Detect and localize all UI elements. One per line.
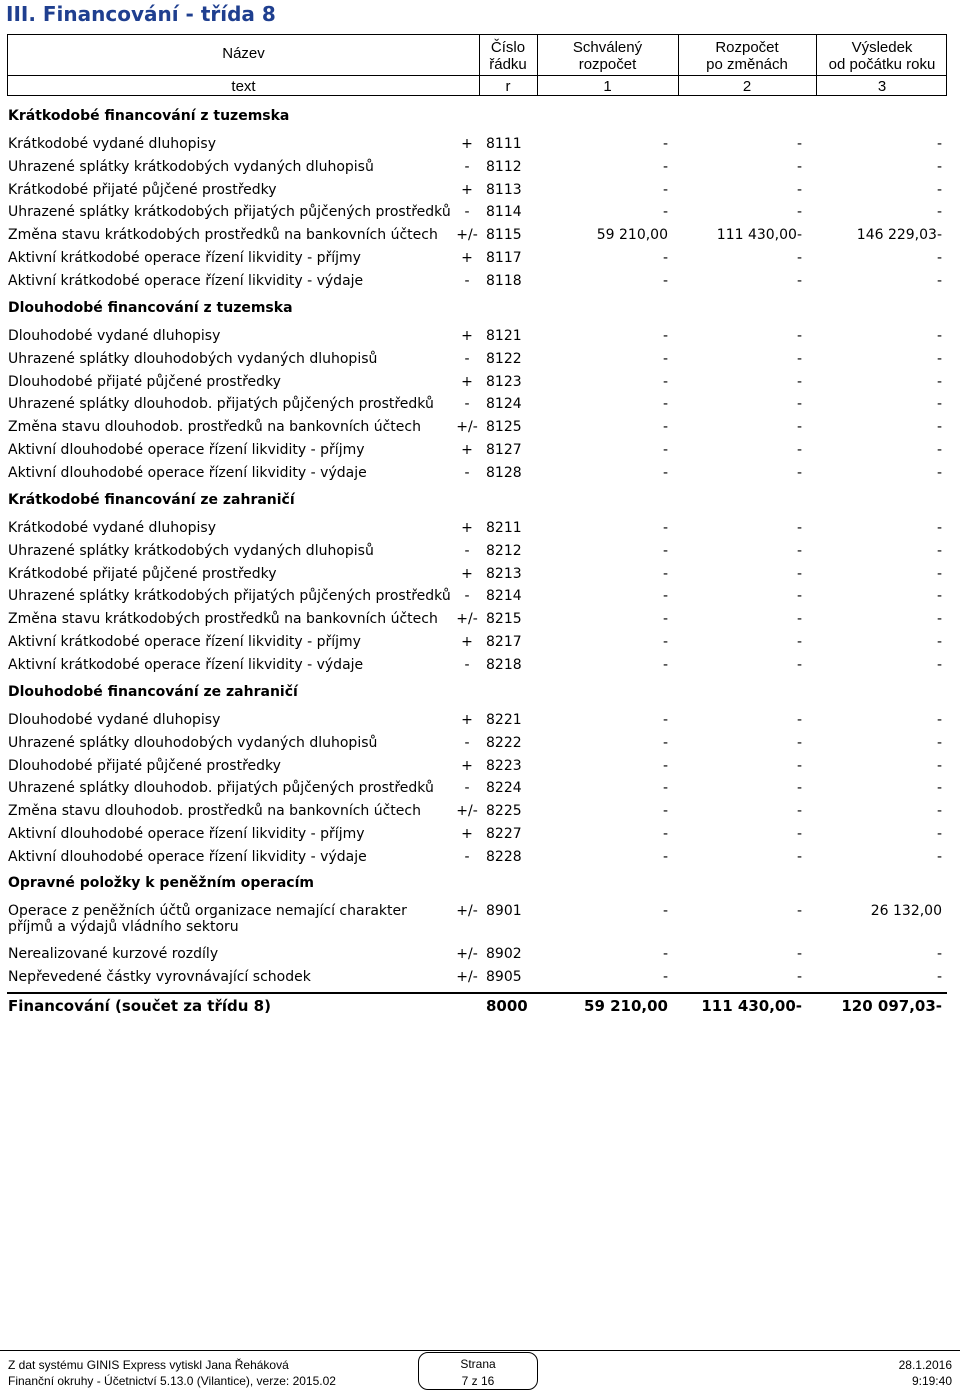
row-name: Aktivní krátkodobé operace řízení likvidity - výdaje [8, 657, 364, 673]
total-value-result: 120 097,03- [841, 997, 942, 1015]
row-name: Uhrazené splátky dlouhodob. přijatých půjčených prostředků [8, 780, 434, 796]
row-sign: - [464, 780, 470, 796]
row-code: 8214 [486, 588, 522, 604]
row-value-result: - [936, 465, 942, 481]
row-sign: - [464, 543, 470, 559]
section-title: Opravné položky k peněžním operacím [8, 875, 314, 891]
row-name: Aktivní krátkodobé operace řízení likvidity - výdaje [8, 273, 364, 289]
row-name [8, 903, 407, 935]
table-row [0, 374, 960, 394]
row-value-budget-after: - [796, 780, 802, 796]
row-code: 8111 [486, 136, 522, 152]
row-value-result: - [936, 374, 942, 390]
table-row [0, 588, 960, 608]
row-value-result: - [936, 826, 942, 842]
row-value-budget-after: - [796, 588, 802, 604]
row-value-budget-after: - [796, 543, 802, 559]
row-name: Dlouhodobé vydané dluhopisy [8, 328, 221, 344]
row-sign: + [461, 136, 473, 152]
row-value-result: - [936, 204, 942, 220]
row-code: 8213 [486, 566, 522, 582]
header-sub-row-no: r [505, 78, 511, 95]
row-value-approved: - [662, 328, 668, 344]
row-code: 8123 [486, 374, 522, 390]
footer-divider [0, 1350, 960, 1351]
footer-time: 9:19:40 [911, 1374, 952, 1388]
row-code: 8222 [486, 735, 522, 751]
row-value-budget-after: - [796, 465, 802, 481]
row-code: 8121 [486, 328, 522, 344]
row-value-approved: - [662, 780, 668, 796]
row-code: 8114 [486, 204, 522, 220]
row-value-budget-after: - [796, 520, 802, 536]
row-sign: +/- [456, 227, 478, 243]
row-value-budget-after: - [796, 803, 802, 819]
row-code: 8124 [486, 396, 522, 412]
table-row [0, 903, 960, 935]
section-title: Dlouhodobé financování z tuzemska [8, 300, 293, 316]
row-value-budget-after: - [796, 442, 802, 458]
row-value-approved: 59 210,00 [596, 227, 668, 243]
row-name: Aktivní dlouhodobé operace řízení likvidity - příjmy [8, 826, 365, 842]
row-value-approved: - [662, 634, 668, 650]
table-row [0, 803, 960, 823]
row-value-budget-after: - [796, 250, 802, 266]
page-title: III. Financování - třída 8 [6, 2, 276, 26]
row-value-result: - [936, 419, 942, 435]
row-code: 8228 [486, 849, 522, 865]
row-sign: + [461, 826, 473, 842]
row-name: Uhrazené splátky dlouhodobých vydaných dluhopisů [8, 735, 378, 751]
footer-right [899, 1357, 952, 1389]
row-value-approved: - [662, 465, 668, 481]
table-row [0, 634, 960, 654]
row-name: Uhrazené splátky dlouhodobých vydaných dluhopisů [8, 351, 378, 367]
row-sign: + [461, 520, 473, 536]
table-row [0, 182, 960, 202]
table-row [0, 396, 960, 416]
row-value-result: - [936, 588, 942, 604]
footer-system: Finanční okruhy - Účetnictví 5.13.0 (Vilantice), verze: 2015.02 [8, 1374, 336, 1388]
row-sign: + [461, 182, 473, 198]
row-sign: - [464, 396, 470, 412]
table-row [0, 273, 960, 293]
row-code: 8902 [486, 946, 522, 962]
row-value-budget-after: - [796, 396, 802, 412]
row-value-budget-after: - [796, 969, 802, 985]
table-row [0, 543, 960, 563]
row-code: 8112 [486, 159, 522, 175]
row-value-approved: - [662, 520, 668, 536]
row-name: Změna stavu dlouhodob. prostředků na bankovních účtech [8, 803, 421, 819]
row-sign: +/- [456, 611, 478, 627]
page-label: Strana [460, 1357, 496, 1371]
row-sign: +/- [456, 803, 478, 819]
row-name: Změna stavu krátkodobých prostředků na bankovních účtech [8, 611, 438, 627]
header-result: Výsledek od počátku roku [828, 39, 936, 73]
row-name: Uhrazené splátky krátkodobých přijatých půjčených prostředků [8, 204, 451, 220]
row-code: 8218 [486, 657, 522, 673]
row-value-budget-after: - [796, 204, 802, 220]
table-row [0, 136, 960, 156]
table-row [0, 611, 960, 631]
row-code: 8221 [486, 712, 522, 728]
row-value-result: - [936, 849, 942, 865]
row-name: Změna stavu krátkodobých prostředků na bankovních účtech [8, 227, 438, 243]
row-code: 8212 [486, 543, 522, 559]
row-value-result: - [936, 946, 942, 962]
row-name: Aktivní dlouhodobé operace řízení likvidity - výdaje [8, 849, 367, 865]
row-value-result: - [936, 543, 942, 559]
row-code: 8223 [486, 758, 522, 774]
row-sign: - [464, 849, 470, 865]
row-value-approved: - [662, 588, 668, 604]
header-name: Název [222, 45, 265, 62]
row-sign: + [461, 758, 473, 774]
row-name: Uhrazené splátky krátkodobých přijatých půjčených prostředků [8, 588, 451, 604]
row-sign: + [461, 634, 473, 650]
row-name [8, 946, 218, 962]
row-name: Krátkodobé přijaté půjčené prostředky [8, 566, 277, 582]
row-value-result: - [936, 969, 942, 985]
footer-left [8, 1357, 336, 1389]
row-value-result: - [936, 328, 942, 344]
table-row [0, 250, 960, 270]
row-name: Dlouhodobé vydané dluhopisy [8, 712, 221, 728]
row-value-approved: - [662, 611, 668, 627]
row-name-line: Nepřevedené částky vyrovnávající schodek [8, 969, 311, 985]
row-value-budget-after: - [796, 611, 802, 627]
row-sign: - [464, 657, 470, 673]
total-label: Financování (součet za třídu 8) [8, 997, 271, 1015]
row-sign: + [461, 566, 473, 582]
total-value-budget-after: 111 430,00- [701, 997, 802, 1015]
row-value-approved: - [662, 159, 668, 175]
row-value-budget-after: - [796, 136, 802, 152]
total-value-approved: 59 210,00 [584, 997, 668, 1015]
row-value-approved: - [662, 396, 668, 412]
row-sign: +/- [456, 969, 478, 985]
row-value-approved: - [662, 969, 668, 985]
row-value-budget-after: - [796, 758, 802, 774]
header-approved: Schválený rozpočet [572, 39, 643, 73]
row-sign: + [461, 374, 473, 390]
table-row [0, 946, 960, 966]
row-code: 8122 [486, 351, 522, 367]
row-value-budget-after: - [796, 657, 802, 673]
total-code: 8000 [486, 997, 528, 1015]
row-value-approved: - [662, 657, 668, 673]
row-code: 8215 [486, 611, 522, 627]
table-row [0, 442, 960, 462]
row-sign: + [461, 442, 473, 458]
row-value-budget-after: - [796, 374, 802, 390]
row-sign: +/- [456, 419, 478, 435]
row-value-result: - [936, 182, 942, 198]
row-name: Aktivní dlouhodobé operace řízení likvidity - příjmy [8, 442, 365, 458]
row-sign: - [464, 588, 470, 604]
row-name: Změna stavu dlouhodob. prostředků na bankovních účtech [8, 419, 421, 435]
row-name: Dlouhodobé přijaté půjčené prostředky [8, 374, 281, 390]
row-value-budget-after: - [796, 328, 802, 344]
row-value-result: 146 229,03- [856, 227, 942, 243]
header-budget-after: Rozpočet po změnách [706, 39, 788, 73]
row-code: 8217 [486, 634, 522, 650]
table-row [0, 566, 960, 586]
row-name-line: Nerealizované kurzové rozdíly [8, 946, 219, 962]
row-code: 8125 [486, 419, 522, 435]
row-value-result: - [936, 250, 942, 266]
header-sub-budget-after: 2 [742, 78, 752, 95]
header-sub-name: text [231, 78, 256, 95]
header-sub-approved: 1 [603, 78, 612, 95]
row-value-result: - [936, 780, 942, 796]
footer-printed-by: Z dat systému GINIS Express vytiskl Jana Řeháková [8, 1358, 289, 1372]
row-value-approved: - [662, 712, 668, 728]
row-value-approved: - [662, 735, 668, 751]
row-code: 8224 [486, 780, 522, 796]
row-value-budget-after: - [796, 182, 802, 198]
row-value-result: - [936, 611, 942, 627]
header-row-no: Číslo řádku [489, 39, 527, 73]
row-value-budget-after: - [796, 946, 802, 962]
table-row [0, 465, 960, 485]
row-value-approved: - [662, 946, 668, 962]
row-value-result: - [936, 273, 942, 289]
footer-date: 28.1.2016 [898, 1358, 952, 1372]
row-value-budget-after: - [796, 351, 802, 367]
row-code: 8113 [486, 182, 522, 198]
row-sign: + [461, 328, 473, 344]
row-value-approved: - [662, 849, 668, 865]
row-value-result: - [936, 396, 942, 412]
row-value-result: - [936, 634, 942, 650]
row-value-result: - [936, 735, 942, 751]
table-row [0, 657, 960, 677]
row-value-approved: - [662, 204, 668, 220]
row-value-budget-after: - [796, 419, 802, 435]
table-row [0, 328, 960, 348]
section-title: Krátkodobé financování ze zahraničí [8, 492, 295, 508]
row-value-approved: - [662, 136, 668, 152]
row-name-line: příjmů a výdajů vládního sektoru [8, 919, 239, 935]
row-value-result: - [936, 657, 942, 673]
row-value-approved: - [662, 182, 668, 198]
row-sign: +/- [456, 946, 478, 962]
row-code: 8115 [486, 227, 522, 243]
row-sign: + [461, 250, 473, 266]
row-value-result: - [936, 442, 942, 458]
table-row [0, 204, 960, 224]
row-sign: - [464, 273, 470, 289]
row-value-approved: - [662, 903, 668, 919]
section-title: Dlouhodobé financování ze zahraničí [8, 684, 298, 700]
row-sign: - [464, 465, 470, 481]
row-name: Uhrazené splátky krátkodobých vydaných dluhopisů [8, 543, 374, 559]
row-value-budget-after: - [796, 273, 802, 289]
row-code: 8211 [486, 520, 522, 536]
row-code: 8117 [486, 250, 522, 266]
table-row [0, 712, 960, 732]
row-name: Krátkodobé vydané dluhopisy [8, 520, 216, 536]
row-value-budget-after: - [796, 634, 802, 650]
row-value-result: - [936, 159, 942, 175]
row-sign: - [464, 204, 470, 220]
table-row [0, 351, 960, 371]
row-name-line: Operace z peněžních účtů organizace nemající charakter [8, 903, 407, 919]
table-row [0, 159, 960, 179]
row-value-approved: - [662, 566, 668, 582]
row-name: Uhrazené splátky krátkodobých vydaných dluhopisů [8, 159, 374, 175]
table-row [0, 419, 960, 439]
total-row [0, 997, 960, 1017]
row-name: Krátkodobé vydané dluhopisy [8, 136, 216, 152]
table-row [0, 826, 960, 846]
row-name: Dlouhodobé přijaté půjčené prostředky [8, 758, 281, 774]
row-value-result: - [936, 351, 942, 367]
row-value-budget-after: 111 430,00- [716, 227, 802, 243]
row-value-approved: - [662, 419, 668, 435]
row-value-budget-after: - [796, 903, 802, 919]
row-value-approved: - [662, 351, 668, 367]
row-code: 8118 [486, 273, 522, 289]
total-divider [7, 992, 947, 994]
row-name: Krátkodobé přijaté půjčené prostředky [8, 182, 277, 198]
table-row [0, 520, 960, 540]
table-row [0, 849, 960, 869]
row-value-approved: - [662, 442, 668, 458]
row-name [8, 969, 311, 985]
row-name: Uhrazené splátky dlouhodob. přijatých půjčených prostředků [8, 396, 434, 412]
row-value-budget-after: - [796, 159, 802, 175]
row-code: 8127 [486, 442, 522, 458]
row-sign: - [464, 735, 470, 751]
row-value-approved: - [662, 250, 668, 266]
row-code: 8225 [486, 803, 522, 819]
row-name: Aktivní dlouhodobé operace řízení likvidity - výdaje [8, 465, 367, 481]
table-row [0, 758, 960, 778]
row-value-budget-after: - [796, 849, 802, 865]
row-value-budget-after: - [796, 826, 802, 842]
row-value-result: 26 132,00 [870, 903, 942, 919]
row-value-result: - [936, 803, 942, 819]
page-indicator [418, 1352, 538, 1390]
row-value-result: - [936, 136, 942, 152]
table-header [7, 34, 947, 96]
row-sign: + [461, 712, 473, 728]
row-value-result: - [936, 712, 942, 728]
row-code: 8128 [486, 465, 522, 481]
section-title: Krátkodobé financování z tuzemska [8, 108, 290, 124]
row-value-result: - [936, 758, 942, 774]
row-value-approved: - [662, 826, 668, 842]
table-row [0, 969, 960, 989]
table-row [0, 735, 960, 755]
table-row [0, 227, 960, 247]
row-code: 8901 [486, 903, 522, 919]
row-value-approved: - [662, 374, 668, 390]
row-value-budget-after: - [796, 735, 802, 751]
row-sign: - [464, 351, 470, 367]
table-row [0, 780, 960, 800]
page-value: 7 z 16 [461, 1374, 495, 1388]
header-sub-result: 3 [877, 78, 887, 95]
row-value-budget-after: - [796, 712, 802, 728]
row-value-budget-after: - [796, 566, 802, 582]
row-value-approved: - [662, 803, 668, 819]
row-name: Aktivní krátkodobé operace řízení likvidity - příjmy [8, 250, 361, 266]
row-code: 8227 [486, 826, 522, 842]
row-sign: - [464, 159, 470, 175]
row-value-approved: - [662, 273, 668, 289]
row-code: 8905 [486, 969, 522, 985]
row-value-result: - [936, 520, 942, 536]
row-value-approved: - [662, 543, 668, 559]
row-value-result: - [936, 566, 942, 582]
row-sign: +/- [456, 903, 478, 919]
row-value-approved: - [662, 758, 668, 774]
row-name: Aktivní krátkodobé operace řízení likvidity - příjmy [8, 634, 361, 650]
